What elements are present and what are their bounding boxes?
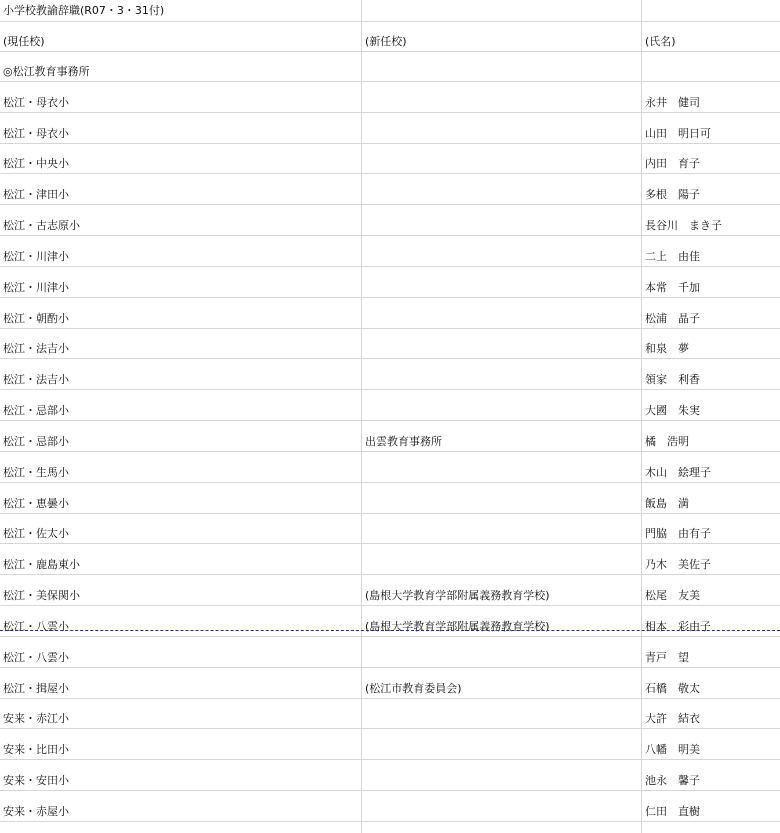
- current-school-cell: 松江・生馬小: [3, 465, 69, 479]
- name-cell: 青戸 望: [641, 637, 780, 667]
- name-cell: 松浦 晶子: [641, 298, 780, 328]
- table-row: [0, 113, 780, 144]
- name-cell: 門脇 由有子: [641, 514, 780, 544]
- name-cell: 仁田 直樹: [641, 791, 780, 821]
- table-row: [0, 236, 780, 267]
- name-cell: 飯島 満: [641, 483, 780, 513]
- new-school-cell: [361, 298, 641, 328]
- table-row: [0, 514, 780, 545]
- section-empty-cell: [641, 52, 780, 81]
- new-school-cell: [361, 699, 641, 729]
- current-school-cell: 松江・八雲小: [3, 650, 69, 664]
- current-school-cell: 松江・母衣小: [3, 95, 69, 109]
- new-school-cell: [361, 760, 641, 790]
- current-school-cell: 松江・揖屋小: [3, 681, 69, 695]
- new-school-cell: [361, 637, 641, 667]
- current-school-cell: 松江・八雲小: [3, 619, 69, 633]
- current-school-cell: 松江・法吉小: [3, 373, 69, 387]
- name-cell: 本常 千加: [641, 267, 780, 297]
- new-school-cell: [361, 113, 641, 143]
- name-cell: 松尾 友美: [641, 575, 780, 605]
- current-school-cell: 松江・恵曇小: [3, 496, 69, 510]
- current-school-cell: 松江・津田小: [3, 188, 69, 202]
- current-school-cell: 安来・比田小: [3, 743, 69, 757]
- table-row: [0, 452, 780, 483]
- name-cell: 長谷川 まき子: [641, 205, 780, 235]
- current-school-cell: 松江・古志原小: [3, 219, 80, 233]
- page-break-line: [0, 630, 780, 631]
- header-current-school: (現任校): [3, 35, 45, 48]
- section-label: ◎松江教育事務所: [3, 65, 90, 78]
- name-cell: 領家 利香: [641, 359, 780, 389]
- current-school-cell: 松江・美保関小: [3, 589, 80, 603]
- table-row: [0, 298, 780, 329]
- name-cell: 大國 朱実: [641, 390, 780, 420]
- title-empty-cell: [641, 0, 780, 21]
- name-cell: 木山 絵理子: [641, 452, 780, 482]
- new-school-cell: (島根大学教育学部附属義務教育学校): [361, 575, 641, 605]
- current-school-cell: 松江・法吉小: [3, 342, 69, 356]
- table-row: [0, 144, 780, 175]
- name-cell: 内田 育子: [641, 144, 780, 174]
- name-cell: 永井 健司: [641, 82, 780, 112]
- current-school-cell: 松江・川津小: [3, 249, 69, 263]
- new-school-cell: [361, 329, 641, 359]
- new-school-cell: [361, 267, 641, 297]
- new-school-cell: [361, 205, 641, 235]
- new-school-cell: [361, 82, 641, 112]
- new-school-cell: (松江市教育委員会): [361, 668, 641, 698]
- table-row: [0, 760, 780, 791]
- table-row: [0, 483, 780, 514]
- new-school-cell: (島根大学教育学部附属義務教育学校): [361, 606, 641, 636]
- current-school-cell: 安来・赤江小: [3, 712, 69, 726]
- new-school-cell: [361, 514, 641, 544]
- table-row: [0, 637, 780, 668]
- current-school-cell: 松江・忌部小: [3, 404, 69, 418]
- title-row: [0, 0, 780, 22]
- current-school-cell: 松江・中央小: [3, 157, 69, 171]
- new-school-cell: [361, 791, 641, 821]
- table-row: [0, 205, 780, 236]
- new-school-cell: [361, 144, 641, 174]
- name-cell: 相本 彩由子: [641, 606, 780, 636]
- name-cell: 池永 馨子: [641, 760, 780, 790]
- new-school-cell: 出雲教育事務所: [361, 421, 641, 451]
- table-row: [0, 390, 780, 421]
- table-row: [0, 575, 780, 606]
- name-cell: 和泉 夢: [641, 329, 780, 359]
- table-row: [0, 82, 780, 113]
- current-school-cell: 安来・赤屋小: [3, 804, 69, 818]
- current-school-cell: 松江・母衣小: [3, 126, 69, 140]
- current-school-cell: 松江・佐太小: [3, 527, 69, 541]
- name-cell: 大許 結衣: [641, 699, 780, 729]
- current-school-cell: 松江・鹿島東小: [3, 558, 80, 572]
- table-row: [0, 791, 780, 822]
- new-school-cell: [361, 729, 641, 759]
- table-row: [0, 421, 780, 452]
- table-row: [0, 606, 780, 637]
- sheet-title: 小学校教諭辞職(R07・3・31付): [3, 4, 165, 17]
- table-row: [0, 174, 780, 205]
- section-empty-cell: [361, 52, 641, 81]
- table-row: [0, 329, 780, 360]
- new-school-cell: [361, 174, 641, 204]
- table-row: [0, 729, 780, 760]
- new-school-cell: [361, 452, 641, 482]
- name-cell: 石橋 敬太: [641, 668, 780, 698]
- header-new-school: (新任校): [361, 22, 641, 51]
- name-cell: 八幡 明美: [641, 729, 780, 759]
- table-row: [0, 668, 780, 699]
- current-school-cell: 安来・安田小: [3, 774, 69, 788]
- section-row: [0, 52, 780, 82]
- new-school-cell: [361, 544, 641, 574]
- table-row: [0, 267, 780, 298]
- new-school-cell: [361, 236, 641, 266]
- table-row: [0, 544, 780, 575]
- name-cell: 二上 由佳: [641, 236, 780, 266]
- table-row: [0, 359, 780, 390]
- new-school-cell: [361, 359, 641, 389]
- header-row: [0, 22, 780, 52]
- current-school-cell: 松江・忌部小: [3, 434, 69, 448]
- name-cell: 橘 浩明: [641, 421, 780, 451]
- current-school-cell: 松江・朝酌小: [3, 311, 69, 325]
- header-name: (氏名): [641, 22, 780, 51]
- new-school-cell: [361, 483, 641, 513]
- table-row: [0, 699, 780, 730]
- new-school-cell: [361, 390, 641, 420]
- name-cell: 乃木 美佐子: [641, 544, 780, 574]
- name-cell: 山田 明日可: [641, 113, 780, 143]
- current-school-cell: 松江・川津小: [3, 280, 69, 294]
- name-cell: 多根 陽子: [641, 174, 780, 204]
